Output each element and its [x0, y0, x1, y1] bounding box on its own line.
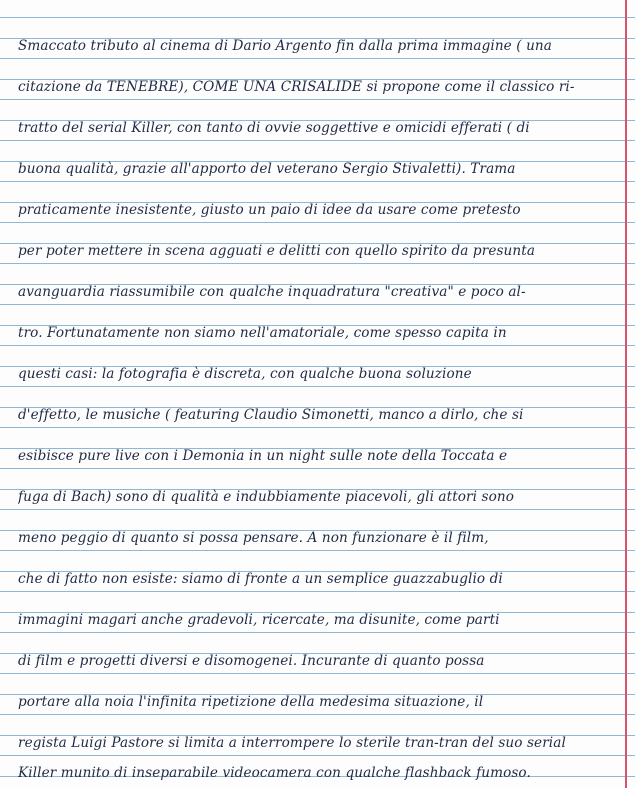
text-line: questi casi: la fotografia è discreta, con qualche buona soluzione	[18, 366, 472, 382]
text-line: di film e progetti diversi e disomogenei. Incurante di quanto possa	[18, 653, 485, 669]
rule-line	[0, 181, 635, 182]
text-line: d'effetto, le musiche ( featuring Claudio Simonetti, manco a dirlo, che si	[18, 407, 524, 423]
text-line: regista Luigi Pastore si limita a interrompere lo sterile tran-tran del suo serial	[18, 735, 566, 751]
text-line: che di fatto non esiste: siamo di fronte a un semplice guazzabuglio di	[18, 571, 503, 587]
text-line: portare alla noia l'infinita ripetizione della medesima situazione, il	[18, 694, 484, 710]
rule-line	[0, 468, 635, 469]
rule-line	[0, 550, 635, 551]
rule-line	[0, 591, 635, 592]
text-line: avanguardia riassumibile con qualche inquadratura "creativa" e poco al-	[18, 284, 526, 300]
text-line: immagini magari anche gradevoli, ricercate, ma disunite, come parti	[18, 612, 500, 628]
text-line: fuga di Bach) sono di qualità e indubbiamente piacevoli, gli attori sono	[18, 489, 515, 505]
rule-line	[0, 714, 635, 715]
margin-line	[625, 0, 627, 788]
rule-line	[0, 222, 635, 223]
rule-line	[0, 17, 635, 18]
text-line: Killer munito di inseparabile videocamera con qualche flashback fumoso.	[18, 765, 531, 781]
rule-line	[0, 509, 635, 510]
text-line: citazione da TENEBRE), COME UNA CRISALIDE si propone come il classico ri-	[18, 79, 575, 95]
rule-line	[0, 427, 635, 428]
rule-line	[0, 304, 635, 305]
text-line: meno peggio di quanto si possa pensare. A non funzionare è il film,	[18, 530, 489, 546]
rule-line	[0, 263, 635, 264]
rule-line	[0, 58, 635, 59]
rule-line	[0, 673, 635, 674]
text-line: buona qualità, grazie all'apporto del veterano Sergio Stivaletti). Trama	[18, 161, 516, 177]
rule-line	[0, 386, 635, 387]
text-line: praticamente inesistente, giusto un paio di idee da usare come pretesto	[18, 202, 521, 218]
rule-line	[0, 632, 635, 633]
text-line: Smaccato tributo al cinema di Dario Argento fin dalla prima immagine ( una	[18, 38, 552, 54]
rule-line	[0, 755, 635, 756]
rule-line	[0, 345, 635, 346]
text-line: per poter mettere in scena agguati e delitti con quello spirito da presunta	[18, 243, 536, 259]
text-line: tro. Fortunatamente non siamo nell'amatoriale, come spesso capita in	[18, 325, 507, 341]
rule-line	[0, 140, 635, 141]
rule-line	[0, 99, 635, 100]
text-line: esibisce pure live con i Demonia in un night sulle note della Toccata e	[18, 448, 508, 464]
text-line: tratto del serial Killer, con tanto di ovvie soggettive e omicidi efferati ( di	[18, 120, 530, 136]
